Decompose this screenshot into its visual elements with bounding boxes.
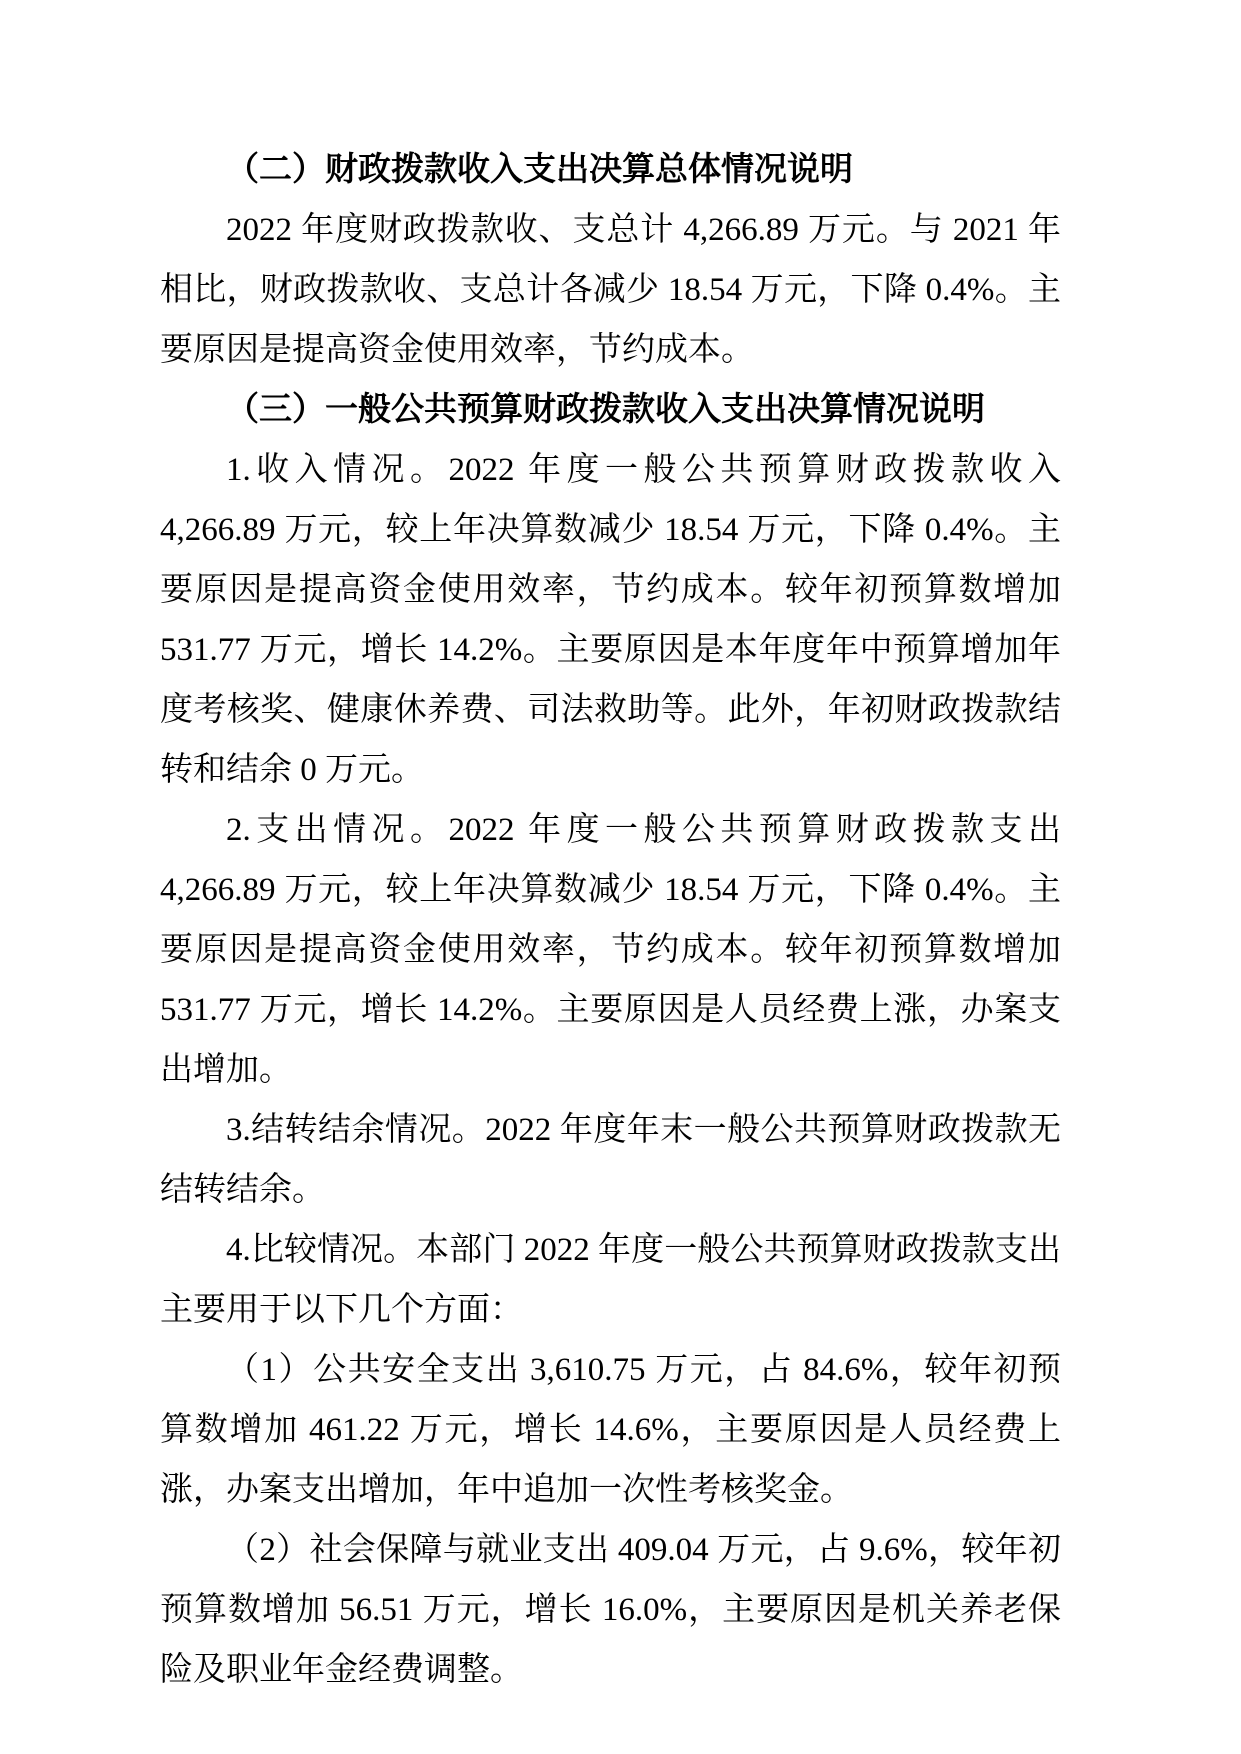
paragraph: （1）公共安全支出 3,610.75 万元，占 84.6%，较年初预算数增加 461.22 万元，增长 14.6%，主要原因是人员经费上涨，办案支出增加，年中追加一次性考核奖金。 <box>160 1352 1061 1508</box>
paragraph: 4.比较情况。本部门 2022 年度一般公共预算财政拨款支出主要用于以下几个方面： <box>160 1232 1061 1328</box>
paragraph: 1.收入情况。2022 年度一般公共预算财政拨款收入 4,266.89 万元，较上年决算数减少 18.54 万元，下降 0.4%。主要原因是提高资金使用效率，节约成本。较年初预算数增加 531.77 万元，增长 14.2%。主要原因是本年度年中预算增加年度考核奖、健康休养费、司法救助等。此外，年初财政拨款结转和结余 0 万元。 <box>160 452 1061 788</box>
section-heading: （三）一般公共预算财政拨款收入支出决算情况说明 <box>226 392 985 428</box>
paragraph: 2.支出情况。2022 年度一般公共预算财政拨款支出 4,266.89 万元，较上年决算数减少 18.54 万元，下降 0.4%。主要原因是提高资金使用效率，节约成本。较年初预算数增加 531.77 万元，增长 14.2%。主要原因是人员经费上涨，办案支出增加。 <box>160 812 1061 1088</box>
paragraph: （2）社会保障与就业支出 409.04 万元，占 9.6%，较年初预算数增加 56.51 万元，增长 16.0%，主要原因是机关养老保险及职业年金经费调整。 <box>160 1532 1061 1688</box>
paragraph: 2022 年度财政拨款收、支总计 4,266.89 万元。与 2021 年相比，财政拨款收、支总计各减少 18.54 万元，下降 0.4%。主要原因是提高资金使用效率，节约成本。 <box>160 212 1061 368</box>
section-heading: （二）财政拨款收入支出决算总体情况说明 <box>226 152 853 188</box>
paragraph: 3.结转结余情况。2022 年度年末一般公共预算财政拨款无结转结余。 <box>160 1112 1061 1208</box>
document-body <box>160 140 1061 1700</box>
